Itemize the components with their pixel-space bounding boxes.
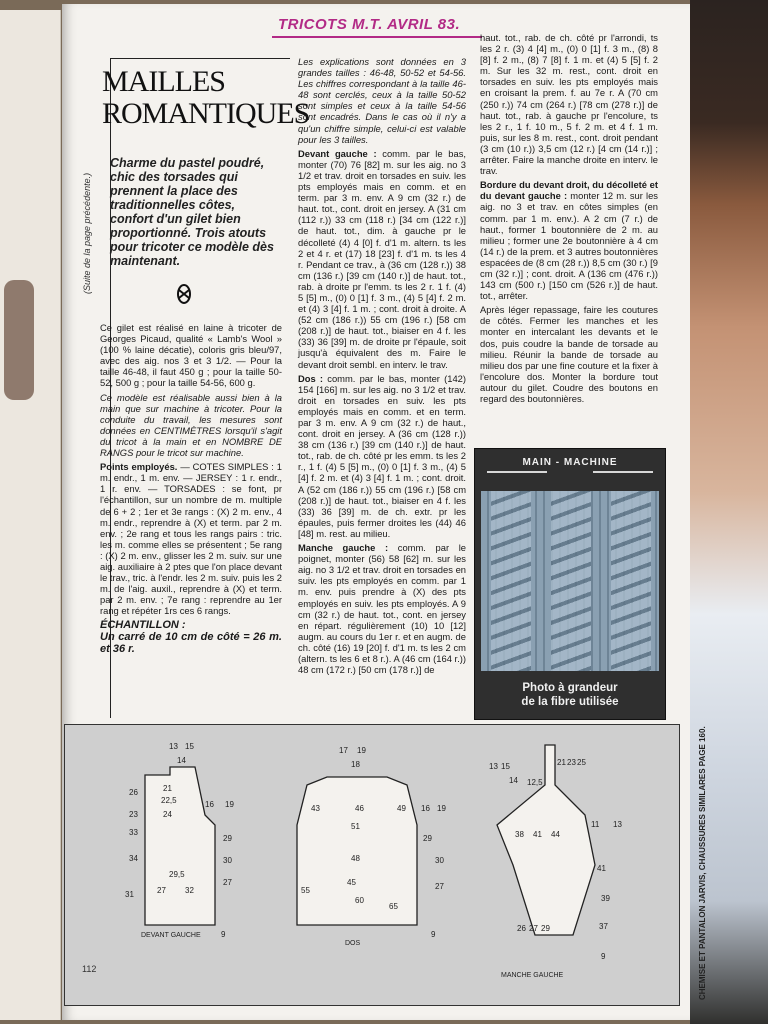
bordure-title: Bordure du devant droit, du décolleté et du devant gauche :: [480, 179, 658, 202]
dos-label: DOS: [345, 940, 361, 947]
dos-num: 30: [435, 856, 444, 865]
sizes-intro: Les explications sont données en 3 grandes tailles : 46-48, 50-52 et 54-56. Les chiffres correspondant à la taille 46-48 sont cerclés, ceux à la taille 50-52 sont simples et ceux à la taille 54-56 sont encadrés. Dans le cas où il n'y a qu'un chiffre simple, celui-ci est valable pour les 3 tailles.: [298, 56, 466, 145]
devant-outline: [145, 767, 215, 925]
manche-schematic: [497, 745, 595, 935]
devant-label: DEVANT GAUCHE: [141, 932, 201, 939]
devant-num: 34: [129, 854, 138, 863]
manche-continued: haut. tot., rab. de ch. côté pr l'arrondi, ts les 2 r. (3) 4 [4] m., (0) 0 [1] f. 3 m., (8) 8 [8] f. 2 m., (8) 7 [8] f. 1 m. et (4) 5 [5] f. 2 m. Sur les 32 m. rest., cont. droit en torsades en suiv. les pts employés mais en croisant la prem. f. au 7e r. A (70 cm (250 r.)) 74 cm (264 r.) [78 cm (278 r.)] de haut. tot., rab. à gauche pr l'encolure, ts les 2 r., 1 f. 10 m., 5 f. 2 m. et 4 f. 1 m. puis, sur les 8 m. rest., cont. droit pendant (3 cm (10 r.)) 3,5 cm (12 r.) [4 cm (14 r.)] ; arrêter. Faire la manche droite en interv. le trav.: [480, 32, 658, 177]
dos-num: 43: [311, 804, 320, 813]
manche-num: 25: [577, 758, 586, 767]
manche-num: 21: [557, 758, 566, 767]
middle-column: [298, 56, 466, 678]
manche-num: 23: [567, 758, 576, 767]
swatch-caption-line-1: Photo à grandeur: [522, 682, 618, 694]
needle-left: [487, 471, 547, 473]
manche-num: 39: [601, 894, 610, 903]
cable-2: [551, 491, 591, 671]
devant-schematic: [145, 767, 215, 925]
swatch-caption-line-2: de la fibre utilisée: [521, 696, 619, 708]
dos-num: 27: [435, 882, 444, 891]
lead-text: Charme du pastel poudré, chic des torsades qui prennent la place des traditionnelles côtes, confort d'un gilet bien proportionné. Trois atouts pour tricoter ce modèle dès maintenant.: [110, 156, 274, 268]
underlying-page-photo: [4, 280, 34, 400]
devant-num: 9: [221, 930, 226, 939]
materials-text: Ce gilet est réalisé en laine à tricoter de Georges Picaud, qualité « Lamb's Wool » (100 % laine décatie), coloris gris bleu/97, avec des aig. nos 3 et 3 1/2. — Pour la taille 46-48, il faut 450 g ; pour la taille 50-52, 500 g ; pour la taille 54-56, 600 g.: [100, 322, 282, 389]
devant-num: 14: [177, 756, 186, 765]
continued-note: (Suite de la page précédente.): [82, 172, 92, 294]
dos-title: Dos :: [298, 372, 324, 384]
dos-num: 29: [423, 834, 432, 843]
manche-label: MANCHE GAUCHE: [501, 972, 564, 979]
points-text: — COTES SIMPLES : 1 m. endr., 1 m. env. — JERSEY : 1 r. endr., 1 r. env. — TORSADES : se font, pr l'échantillon, sur un nombre de m. multiple de 6 + 2 ; 1er et 3e rangs : (X) 2 m. env., 4 m. endr., reprendre à (X) et term. par 2 m. env. ; 2e rang et tous les rangs pairs : tric. les m. comme elles se présentent ; 5e rang : (X) 2 m. env., glisser les 2 m. suiv. sur une aig. auxiliaire à 2 ptes que l'on place devant le trav., tric. à l'endr. les 2 m. suiv. puis les 2 m. de l'aig. auxil., reprendre à (X) et term. par 2 m. env. ; 7e rang : reprendre au 1er rang et répéter 1rs ces 6 rangs.: [100, 461, 283, 617]
devant-num: 29,5: [169, 870, 185, 879]
header-rule: [272, 36, 482, 38]
dos-num: 48: [351, 854, 360, 863]
needle-right: [593, 471, 653, 473]
manche-num: 9: [601, 952, 606, 961]
cable-3: [611, 491, 651, 671]
swatch-caption: [475, 681, 665, 709]
devant-num: 26: [129, 788, 138, 797]
title-rule-horizontal: [110, 58, 290, 59]
devant-num: 13: [169, 742, 178, 751]
manche-num: 12,5: [527, 778, 543, 787]
dos-num: 17: [339, 746, 348, 755]
manche-text: comm. par le poignet, monter (56) 58 [62] m. sur les aig. no 3 1/2 et trav. droit en torsades en suiv. les pts employés en comm. par 1 m. env. puis prendre à (X) des pts employés en suiv. les pts employés. A 9 cm (32 r.) de haut. tot., cont. en jersey en répart. régulièrement (10) 10 [12] augm. au cours du 1er r. et en augm. de ch. côté (16) 19 [20] f. d'1 m. ts les 2 cm (altern. ts les 6 et 8 r.). A (46 cm (164 r.)) 48 cm (172 r.) [50 cm (178 r.)] de: [298, 542, 467, 676]
manche-num: 27: [529, 924, 538, 933]
manche-num: 11: [591, 820, 600, 829]
manche-num: 29: [541, 924, 550, 933]
machine-note: Ce modèle est réalisable aussi bien à la main que sur machine à tricoter. Pour la conduite du travail, les mesures sont données en CENTIMÈTRES lorsqu'il s'agit du tricot à la main et en NOMBRE DE RANGS pour le tricot sur machine.: [100, 391, 282, 459]
devant-num: 30: [223, 856, 232, 865]
dos-num: 19: [357, 746, 366, 755]
page-header: TRICOTS M.T. AVRIL 83.: [278, 16, 461, 33]
page-number: 112: [82, 964, 97, 974]
dos-num: 46: [355, 804, 364, 813]
devant-num: 15: [185, 742, 194, 751]
dos-text: comm. par le bas, monter (142) 154 [166] m. sur les aig. no 3 1/2 et trav. droit en torsades en suiv. les pts employés mais en comm. et en term. par 3 m. env. A 9 cm (32 r.) de haut., cont. droit en jersey. A (36 cm (128 r.)) 38 cm (136 r.) [39 cm (140 r.)] de haut. tot., rab. de ch. côté pr les emm. ts les 2 r., 1 f. (4) 5 [5] m., (0) 0 [1] f. 3 m., (4) 5 [4] f. 2 m. et (4) 3 [4] f. 1 m. ; cont. droit. A (52 cm (186 r.)) 55 cm (196 r.) [58 cm (208 r.)] de haut. tot., biaiser en 4 f. les (33) 36 [39] m. de ch. extr. pr les épaules, puis fermer droites les (44) 46 [48] m. rest. au milieu.: [298, 372, 467, 539]
manche-title: Manche gauche :: [298, 542, 389, 554]
dos-num: 16: [421, 804, 430, 813]
manche-num: 13: [489, 762, 498, 771]
devant-num: 27: [223, 878, 232, 887]
devant-num: 29: [223, 834, 232, 843]
dos-num: 45: [347, 878, 356, 887]
finishing-text: Après léger repassage, faire les coutures de côtés. Fermer les manches et les monter en intercalant les devants et le dos, puis coudre la bande de torsade au milieu. Réunir la bande de torsade au milieu dos par une fine couture et la fixer à l'encolure dos. Monter la bordure tout autour du gilet. Coudre des boutons en regard des boutonnières.: [480, 304, 658, 404]
dos-num: 55: [301, 886, 310, 895]
echantillon-title: ÉCHANTILLON :: [100, 619, 186, 632]
devant-text: comm. par le bas, monter (70) 76 [82] m. sur les aig. no 3 1/2 et trav. droit en torsades en suiv. les pts employés mais en comm. et en term. par 3 m. env. A 9 cm (32 r.) de haut. tot., cont. droit en jersey. A (31 cm (112 r.)) 33 cm (118 r.) [34 cm (122 r.)] de haut. tot., dim. à gauche pr le décolleté (4) 4 [0] f. d'1 m. altern. ts les 2 et 4 r. et (17) 18 [23] f. d'1 m. ts les 4 r. Pendant ce trav., à (36 cm (128 r.)) 38 cm (136 r.) [39 cm (140 r.)] de haut. tot., rab. à droite pr l'emm. ts les 2 r. 1 f. (4) 5 [5] m., (0) 0 [1] f. 3 m., (4) 5 [4] f. 2 m. et (4) 3 [4] f. 1 m. ; cont. droit à droite. A (52 cm (186 r.)) 55 cm (196 r.) [58 cm (208 r.)] de haut. tot., biaiser en 4 f. les (33) 36 [39] m. de droite pr l'épaule, soit jusqu'à équivalent des m. Faire le devant droit sembl. en interv. le trav.: [298, 147, 466, 370]
devant-num: 32: [185, 886, 194, 895]
devant-num: 27: [157, 886, 166, 895]
swatch-label: MAIN - MACHINE: [522, 457, 618, 468]
model-photo: [690, 0, 768, 1024]
title-line-1: MAILLES: [102, 65, 225, 98]
echantillon-text: Un carré de 10 cm de côté = 26 m. et 36 r.: [100, 631, 282, 656]
dos-num: 49: [397, 804, 406, 813]
swatch-photo-box: [474, 448, 666, 720]
manche-num: 41: [597, 864, 606, 873]
manche-num: 38: [515, 830, 524, 839]
manche-num: 37: [599, 922, 608, 931]
article-title: [102, 66, 309, 130]
pattern-schematics: [64, 724, 680, 1006]
devant-num: 22,5: [161, 796, 177, 805]
dos-num: 9: [431, 930, 436, 939]
manche-num: 44: [551, 830, 560, 839]
devant-num: 16: [205, 800, 214, 809]
manche-num: 41: [533, 830, 542, 839]
devant-num: 23: [129, 810, 138, 819]
schematic-drawing: [65, 725, 679, 1005]
manche-num: 14: [509, 776, 518, 785]
magazine-page: [62, 4, 690, 1020]
manche-num: 26: [517, 924, 526, 933]
underlying-page: [0, 10, 61, 1020]
knot-icon: [174, 284, 194, 304]
devant-num: 19: [225, 800, 234, 809]
right-column: [480, 32, 658, 407]
devant-num: 33: [129, 828, 138, 837]
dos-num: 51: [351, 822, 360, 831]
dos-num: 65: [389, 902, 398, 911]
dos-num: 18: [351, 760, 360, 769]
manche-num: 15: [501, 762, 510, 771]
cable-1: [491, 491, 531, 671]
dos-num: 19: [437, 804, 446, 813]
devant-title: Devant gauche :: [298, 147, 377, 159]
points-title: Points employés.: [100, 461, 178, 473]
manche-outline: [497, 745, 595, 935]
left-column: [100, 322, 282, 655]
knit-swatch-photo: [481, 491, 659, 671]
devant-num: 24: [163, 810, 172, 819]
dos-num: 60: [355, 896, 364, 905]
devant-num: 31: [125, 890, 134, 899]
photo-credit: CHEMISE ET PANTALON JARVIS, CHAUSSURES SIMILARES PAGE 160.: [698, 726, 707, 1000]
devant-num: 21: [163, 784, 172, 793]
bordure-text: monter 12 m. sur les aig. no 3 et trav. en côtes simples (en comm. par 1 m. env.). A 2 cm (7 r.) de haut., former 1 boutonnière de 2 m. au milieu ; former une 2e boutonnière à 4 cm (14 r.) de la prem. et 3 autres boutonnières espacées de (8 cm (28 r.)) 8,5 cm (30 r.) [9 cm (32 r.)] ; cont. droit. A (136 cm (476 r.)) 143 cm (500 r.) [150 cm (526 r.)] de haut. tot., arrêter.: [480, 190, 658, 302]
title-line-2: ROMANTIQUES: [102, 97, 310, 130]
manche-num: 13: [613, 820, 622, 829]
